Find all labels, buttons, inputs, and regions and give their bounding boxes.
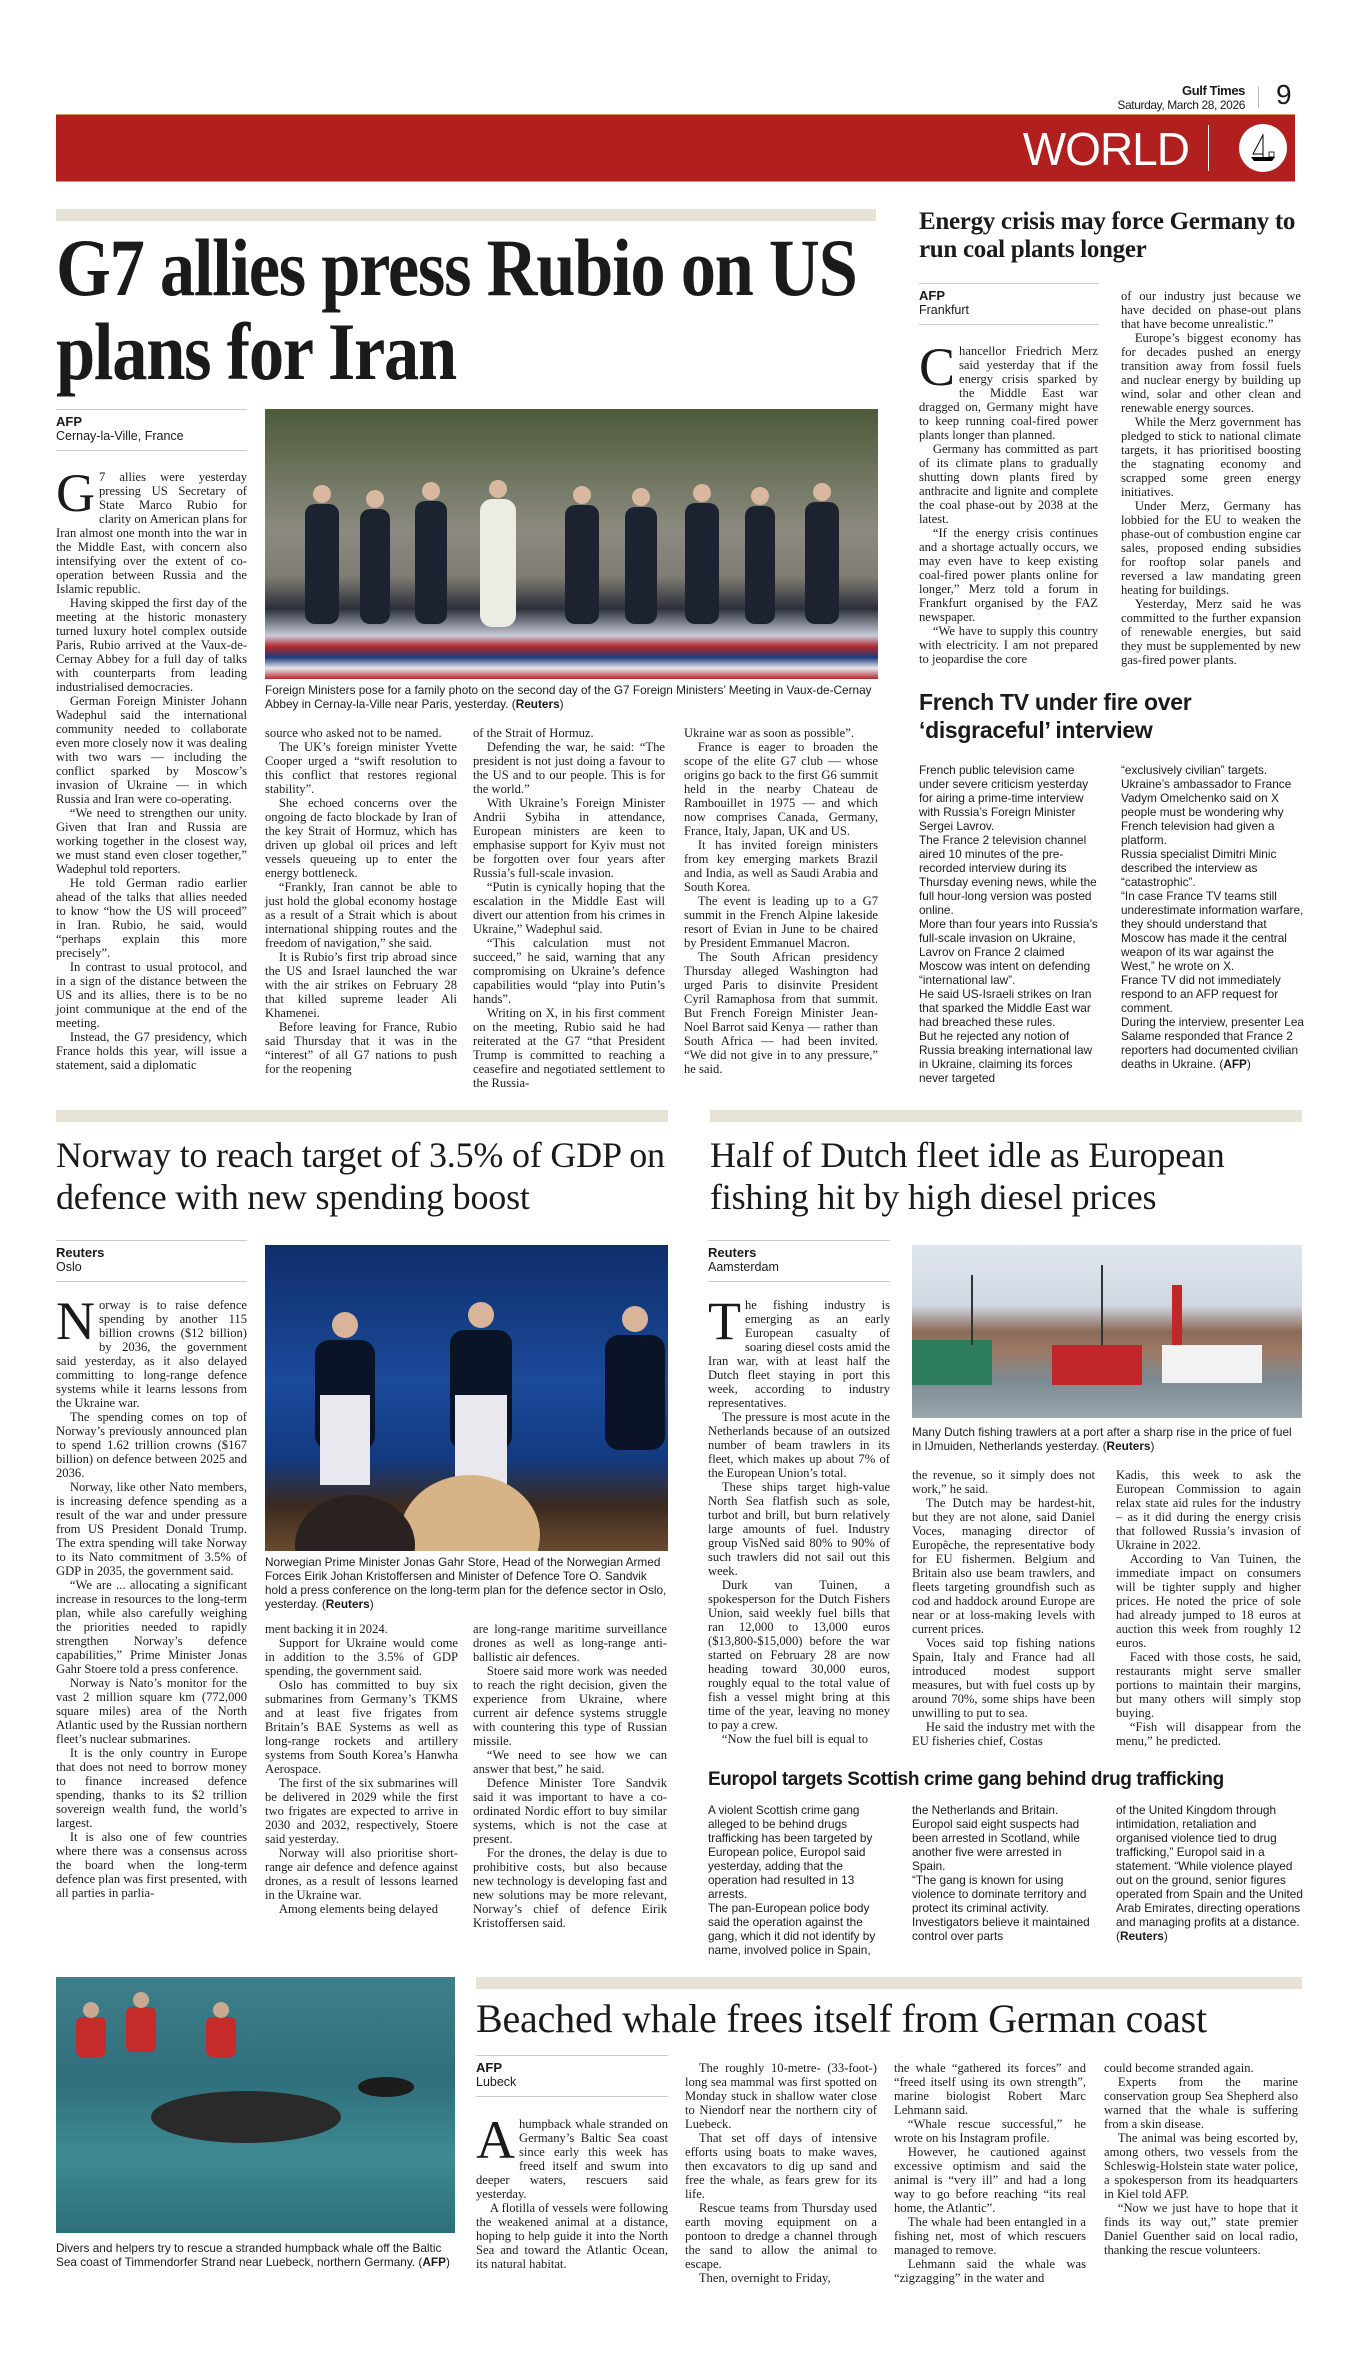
issue-date: Saturday, March 28, 2026 — [1117, 98, 1245, 112]
paragraph — [912, 1720, 1095, 1748]
paragraph-text: Stoere said more work was needed to reach the right decision, given the experience from Ukraine, where current air defence systems struggle with countering this type of Russian missile. — [473, 1664, 667, 1748]
paragraph — [685, 2131, 877, 2201]
paragraph — [473, 1748, 667, 1776]
paragraph — [265, 1020, 457, 1076]
paragraph — [685, 2271, 877, 2285]
paragraph-text: The pressure is most acute in the Netherlands because of an outsized number of beam trawlers in its fleet, which makes up about 7% of the European Union’s total. — [708, 1410, 890, 1480]
paragraph — [473, 936, 665, 1006]
paragraph — [685, 2061, 877, 2131]
dutch-headline: Half of Dutch fleet idle as European fishing hit by high diesel prices — [710, 1135, 1225, 1217]
paragraph — [265, 1622, 458, 1636]
paragraph-text: Defending the war, he said: “The president is not just doing a favour to the US and to our people. This is for the world.” — [473, 740, 665, 796]
paragraph — [1121, 289, 1301, 331]
paragraph-text: “We need to see how we can answer that best,” he said. — [473, 1748, 667, 1776]
paragraph-text: of our industry just because we have decided on phase-out plans that have become unrealistic.” — [1121, 289, 1301, 331]
paragraph-text: Russia specialist Dimitri Minic described the interview as “catastrophic”. — [1121, 847, 1277, 889]
paragraph — [1121, 763, 1305, 777]
photo-credit: ( Reuters ) — [508, 697, 563, 711]
paragraph-text: The spending comes on top of Norway’s previously announced plan to spend 1.62 trillion crowns ($167 billion) on defence between 2025 and 2036. — [56, 1410, 247, 1480]
article-column — [56, 1291, 247, 1900]
paragraph-text: source who asked not to be named. — [265, 726, 442, 740]
paragraph-text: The event is leading up to a G7 summit in the French Alpine lakeside resort of Evian in June to be chaired by President Emmanuel Macron. — [684, 894, 878, 950]
paragraph — [1121, 889, 1305, 973]
paragraph-text: “We are ... allocating a significant increase in resources to the long-term plan, while also carefully weighing the priorities needed to rapidly strengthen Norway’s defence capabilities,” Prime Minister Jonas Gahr Stoere told a press conference. — [56, 1578, 247, 1676]
article-column — [1116, 1468, 1301, 1748]
paragraph-text: More than four years into Russia’s full-scale invasion on Ukraine, Lavrov on France 2 claimed Moscow was intent on defending “international law”. — [919, 917, 1098, 987]
paragraph-text: “exclusively civilian” targets. — [1121, 763, 1268, 777]
europol-headline: Europol targets Scottish crime gang behind drug trafficking — [708, 1769, 1224, 1790]
paragraph — [912, 1817, 1098, 1873]
paragraph — [473, 740, 665, 796]
caption-text: Norwegian Prime Minister Jonas Gahr Store, Head of the Norwegian Armed Forces Eirik Johan Kristoffersen and Minister of Defence Tore O. Sandvik hold a press conference on the long-term plan for the defence sector in Oslo, yesterday. — [265, 1555, 667, 1611]
paragraph — [894, 2257, 1086, 2285]
energy-headline: Energy crisis may force Germany to run coal plants longer — [919, 208, 1296, 263]
paragraph-text: Among elements being delayed — [278, 1902, 438, 1916]
paragraph-text: The fishing industry is emerging as an early European casualty of soaring diesel costs amid the Iran war, with at least half the Dutch fleet staying in port this week, according to industry representatives. — [708, 1291, 890, 1410]
paragraph — [265, 950, 457, 1020]
paragraph-text: She echoed concerns over the ongoing de facto blockade by Iran of the key Strait of Hormuz, which has driven up global oil prices and left vessels queueing up to enter the energy bottleneck. — [265, 796, 457, 880]
paragraph-text: The South African presidency Thursday alleged Washington had urged Paris to disinvite President Cyril Ramaphosa from that summit. But French Foreign Minister Jean-Noel Barrot said Kenya — rather than South Africa — had been invited. “We did not give in to any pressure,” he said. — [684, 950, 878, 1076]
paragraph — [1116, 1720, 1301, 1748]
article-column — [476, 2110, 668, 2271]
paragraph-text: During the interview, presenter Lea Salame responded that France 2 reporters had documented civilian deaths in Ukraine. — [1121, 1015, 1304, 1071]
paragraph-text: He told German radio earlier ahead of the talks that allies needed to know “how the US will proceed” in Iran. Rubio, he said, would “perhaps explain this more precisely”. — [56, 876, 247, 960]
caption-text: Foreign Ministers pose for a family photo on the second day of the G7 Foreign Ministers’ Meeting in Vaux-de-Cernay Abbey in Cernay-la-Ville near Paris, yesterday. — [265, 683, 872, 711]
paragraph-text: “We have to supply this country with electricity. I am not prepared to jeopardise the core — [919, 624, 1098, 666]
paragraph-text: Voces said top fishing nations Spain, Italy and France had all introduced modest support measures, but with fuel costs up by around 70%, some ships have been unwilling to put to sea. — [912, 1636, 1095, 1720]
paragraph — [708, 1578, 890, 1732]
byline-agency: Reuters — [56, 1245, 105, 1260]
paragraph — [708, 1803, 894, 1901]
byline-place: Cernay-la-Ville, France — [56, 429, 184, 443]
paragraph — [473, 1006, 665, 1090]
article-column — [685, 2061, 877, 2285]
paragraph-text: the revenue, so it simply does not work,” he said. — [912, 1468, 1095, 1496]
newspaper-name: Gulf Times — [1182, 83, 1245, 98]
paragraph — [265, 880, 457, 950]
paragraph-text: Norway is to raise defence spending by another 115 billion crowns ($12 billion) by 2036, the government said yesterday, as it also delayed committing to long-range defence systems while it learns lessons from the Ukraine war. — [56, 1291, 247, 1410]
byline — [476, 2055, 668, 2097]
article-credit: ( Reuters ) — [1116, 1929, 1168, 1943]
paragraph — [684, 950, 878, 1076]
paragraph-text: The animal was being escorted by, among others, two vessels from the Schleswig-Holstein state water police, a spokesperson from its headquarters in Kiel told AFP. — [1104, 2131, 1298, 2201]
paragraph — [919, 917, 1101, 987]
article-column — [265, 1622, 458, 1916]
byline-agency: Reuters — [708, 1245, 757, 1260]
paragraph-text: “This calculation must not succeed,” he said, warning that any compromising on Ukraine’s defence capabilities would “play into Putin’s hands”. — [473, 936, 665, 1006]
paragraph — [473, 1776, 667, 1846]
paragraph — [476, 2110, 668, 2201]
paragraph-text: While the Merz government has pledged to stick to national climate targets, it has prioritised boosting the stagnating economy and scrapped some green energy initiatives. — [1121, 415, 1301, 499]
paragraph — [56, 596, 247, 694]
paragraph — [685, 2201, 877, 2271]
paragraph-text: The whale had been entangled in a fishing net, most of which rescuers managed to remove. — [894, 2215, 1086, 2257]
paragraph-text: “Putin is cynically hoping that the escalation in the Middle East will divert our attention from his crimes in Ukraine,” Wadephul said. — [473, 880, 665, 936]
article-column — [708, 1803, 894, 1957]
paragraph — [919, 442, 1098, 526]
byline — [56, 409, 247, 451]
paragraph-text: are long-range maritime surveillance drones as well as long-range anti-ballistic air defences. — [473, 1622, 667, 1664]
article-column — [684, 726, 878, 1076]
paragraph — [1121, 847, 1305, 889]
g7-family-photo — [265, 409, 878, 679]
paragraph — [473, 880, 665, 936]
paragraph — [708, 1291, 890, 1410]
paragraph-text: The UK’s foreign minister Yvette Cooper urged a “swift resolution to this conflict that restores regional stability”. — [265, 740, 457, 796]
paragraph — [473, 796, 665, 880]
byline-place: Aamsterdam — [708, 1260, 779, 1274]
paragraph — [894, 2117, 1086, 2145]
article-column — [1121, 763, 1305, 1071]
photo-caption — [912, 1425, 1302, 1453]
paragraph-text: Then, overnight to Friday, — [698, 2271, 831, 2285]
paragraph-text: Norway will also prioritise short-range air defence and defence against drones, as a result of lessons learned in the Ukraine war. — [265, 1846, 458, 1902]
paragraph — [56, 876, 247, 960]
paragraph-text: It is also one of few countries where there was a consensus across the board when the long-term defence plan was first presented, with all parties in parlia- — [56, 1830, 247, 1900]
section-rule — [476, 1977, 1302, 1989]
paragraph — [684, 838, 878, 894]
paragraph — [912, 1496, 1095, 1636]
paragraph — [473, 1664, 667, 1748]
section-rule — [56, 209, 876, 221]
paragraph — [56, 1030, 247, 1072]
paragraph — [912, 1803, 1098, 1817]
paragraph-text: The roughly 10-metre- (33-foot-) long sea mammal was first spotted on Monday stuck in shallow water close to Niendorf near the northern city of Luebeck. — [685, 2061, 877, 2131]
article-column — [912, 1803, 1098, 1943]
paragraph-text: For the drones, the delay is due to prohibitive costs, but also because new technology is developing fast and new solutions may be more relevant, Norway’s chief of defence Eirik Kristoffersen said. — [473, 1846, 667, 1930]
paragraph-text: the whale “gathered its forces” and “freed itself using its own strength”, marine biologist Robert Marc Lehmann said. — [894, 2061, 1086, 2117]
section-title: WORLD — [1022, 123, 1189, 175]
byline — [919, 283, 1098, 325]
paragraph — [894, 2215, 1086, 2257]
paragraph-text: Norway, like other Nato members, is increasing defence spending as a result of the war and under pressure from US President Donald Trump. The extra spending will take Norway to its Nato commitment of 3.5% of GDP in 2035, the government said. — [56, 1480, 247, 1578]
paragraph-text: “Fish will disappear from the menu,” he predicted. — [1116, 1720, 1301, 1748]
paragraph — [1121, 1015, 1305, 1071]
paragraph-text: “Now we just have to hope that it finds its way out,” state premier Daniel Guenther said on local radio, thanking the rescue volunteers. — [1104, 2201, 1298, 2257]
french-tv-headline: French TV under fire over ‘disgraceful’ interview — [919, 689, 1192, 743]
article-credit: ( AFP ) — [1216, 1057, 1251, 1071]
paragraph — [912, 1636, 1095, 1720]
paragraph — [473, 1846, 667, 1930]
article-column — [912, 1468, 1095, 1748]
paragraph-text: Europe’s biggest economy has for decades pushed an energy transition away from fossil fuels and nuclear energy by building up wind, solar and other clean and renewable energy sources. — [1121, 331, 1301, 415]
paragraph-text: Ahumpback whale stranded on Germany’s Baltic Sea coast since early this week has freed itself and swum into deeper waters, rescuers said yesterday. — [476, 2110, 668, 2201]
paragraph — [265, 726, 457, 740]
paragraph-text: French public television came under severe criticism yesterday for airing a prime-time interview with Russia’s Foreign Minister Sergei Lavrov. — [919, 763, 1089, 833]
paragraph — [1104, 2061, 1298, 2075]
paragraph — [919, 624, 1098, 666]
paragraph — [56, 960, 247, 1030]
whale-headline: Beached whale frees itself from German coast — [476, 1996, 1207, 2041]
paragraph-text: Instead, the G7 presidency, which France holds this year, will issue a statement, said a diplomatic — [56, 1030, 247, 1072]
paragraph-text: It is the only country in Europe that does not need to borrow money to finance increased defence spending, thanks to its $2 trillion sovereign wealth fund, the world’s largest. — [56, 1746, 247, 1830]
article-column — [708, 1291, 890, 1746]
byline-agency: AFP — [919, 288, 945, 303]
paragraph — [473, 1622, 667, 1664]
paragraph-text: But he rejected any notion of Russia breaking international law in Ukraine, claiming its forces never targeted — [919, 1029, 1093, 1085]
byline — [56, 1240, 247, 1282]
paragraph-text: of the United Kingdom through intimidation, retaliation and organised violence tied to drug trafficking,” Europol said in a statement. “While violence played out on the ground, senior figures operated from Spain and the United Arab Emirates, directing operations and managing profits at a distance. — [1116, 1803, 1303, 1929]
paragraph-text: Defence Minister Tore Sandvik said it was important to have a co-ordinated Nordic effort to buy similar systems, which is not the case at present. — [473, 1776, 667, 1846]
paragraph — [1121, 973, 1305, 1015]
paragraph-text: The France 2 television channel aired 10 minutes of the pre-recorded interview during its Thursday evening news, while the full hour-long version was posted online. — [919, 833, 1097, 917]
article-column — [1104, 2061, 1298, 2257]
paragraph-text: “The gang is known for using violence to dominate territory and protect its criminal activity. Investigators believe it maintained control over parts — [912, 1873, 1090, 1943]
paragraph — [265, 796, 457, 880]
paragraph-text: In contrast to usual protocol, and in a sign of the distance between the US and its allies, there is to be no joint communique at the end of the meeting. — [56, 960, 247, 1030]
paragraph — [912, 1873, 1098, 1943]
paragraph-text: “Now the fuel bill is equal to — [721, 1732, 869, 1746]
paragraph-text: That set off days of intensive efforts using boats to make waves, then excavators to dig up sand and free the whale, as fears grew for its life. — [685, 2131, 877, 2201]
paragraph-text: However, he cautioned against excessive optimism and said the animal is “very ill” and had a long way to go before reaching “its real home, the Atlantic”. — [894, 2145, 1086, 2215]
paragraph-text: the Netherlands and Britain. — [912, 1803, 1059, 1817]
paragraph-text: With Ukraine’s Foreign Minister Andrii Sybiha in attendance, European ministers are keen to emphasise support for Kyiv must not be forgotten over four years after Russia’s full-scale invasion. — [473, 796, 665, 880]
paragraph — [1104, 2131, 1298, 2201]
dhow-boat-icon — [1239, 124, 1287, 172]
article-column — [473, 1622, 667, 1930]
paragraph — [265, 1636, 458, 1678]
paragraph-text: It is Rubio’s first trip abroad since the US and Israel launched the war with the air strikes on February 28 that killed supreme leader Ali Khamenei. — [265, 950, 457, 1020]
paragraph — [265, 1678, 458, 1776]
paragraph-text: According to Van Tuinen, the immediate impact on consumers will be tighter supply and higher prices. He noted the price of sole had already jumped to 18 euros at auction this week from roughly 12 euros. — [1116, 1552, 1301, 1650]
article-column — [1121, 289, 1301, 667]
paragraph-text: Faced with those costs, he said, restaurants might serve smaller portions to maintain their margins, but many others will simply stop buying. — [1116, 1650, 1301, 1720]
paragraph-text: Chancellor Friedrich Merz said yesterday that if the energy crisis sparked by the Middle East war dragged on, Germany might have to keep running coal-fired power plants longer than planned. — [919, 337, 1098, 442]
paragraph-text: “If the energy crisis continues and a shortage actually occurs, we may even have to keep existing coal-fired power plants online for longer,” Merz told a forum in Frankfurt organised by the FAZ newspaper. — [919, 526, 1098, 624]
paragraph-text: He said US-Israeli strikes on Iran that sparked the Middle East war had breached these rules. — [919, 987, 1092, 1029]
caption-text: Many Dutch fishing trawlers at a port after a sharp rise in the price of fuel in IJmuiden, Netherlands yesterday. — [912, 1425, 1292, 1453]
paragraph-text: Rescue teams from Thursday used earth moving equipment on a pontoon to dredge a channel through the sand to allow the animal to escape. — [685, 2201, 877, 2271]
paragraph — [912, 1468, 1095, 1496]
paragraph — [265, 1902, 458, 1916]
dutch-trawlers-photo — [912, 1245, 1302, 1418]
page-number: 9 — [1276, 79, 1292, 110]
photo-caption — [265, 1555, 668, 1611]
paragraph — [1104, 2075, 1298, 2131]
paragraph-text: The Dutch may be hardest-hit, but they are not alone, said Daniel Voces, managing director of Europêche, the representative body for EU fishermen. Belgium and Britain also use beam trawlers, and fleets targeting groundfish such as cod and haddock around Europe are near or at loss-making levels with current prices. — [912, 1496, 1095, 1636]
section-rule — [56, 1110, 668, 1122]
paragraph-text: Support for Ukraine would come in addition to the 3.5% of GDP spending, the government said. — [265, 1636, 458, 1678]
paragraph — [894, 2145, 1086, 2215]
paragraph — [1121, 415, 1301, 499]
paragraph-text: Ukraine war as soon as possible”. — [684, 726, 854, 740]
paragraph — [265, 1776, 458, 1846]
paragraph — [56, 694, 247, 806]
whale-rescue-photo — [56, 1977, 455, 2233]
paragraph-text: “Whale rescue successful,” he wrote on his Instagram profile. — [894, 2117, 1086, 2145]
paragraph — [56, 1291, 247, 1410]
paragraph — [894, 2061, 1086, 2117]
paragraph-text: Experts from the marine conservation group Sea Shepherd also warned that the whale is suffering from a skin disease. — [1104, 2075, 1298, 2131]
paragraph-text: France TV did not immediately respond to an AFP request for comment. — [1121, 973, 1281, 1015]
paragraph-text: Yesterday, Merz said he was committed to the further expansion of renewable energies, but said they must be supplemented by new gas-fired power plants. — [1121, 597, 1301, 667]
paragraph — [919, 526, 1098, 624]
paragraph — [56, 1410, 247, 1480]
paragraph-text: “In case France TV teams still underestimate information warfare, they should understand that Moscow has made it the central weapon of its war against the West,” he wrote on X. — [1121, 889, 1304, 973]
paragraph-text: Writing on X, in his first comment on the meeting, Rubio said he had reiterated at the G7 “that President Trump is committed to reaching a ceasefire and negotiated settlement to the Russia- — [473, 1006, 665, 1090]
paragraph — [684, 726, 878, 740]
paragraph-text: “Frankly, Iran cannot be able to just hold the global economy hostage as a result of a Strait which is about international shipping routes and the freedom of navigation,” she said. — [265, 880, 457, 950]
paragraph-text: Durk van Tuinen, a spokesperson for the Dutch Fishers Union, said weekly fuel bills that ran 12,000 to 13,000 euros ($13,800-$15,000) before the war started on February 28 are now heading toward 30,000 euros, roughly equal to the total value of fish a vessel might bring at this time of the year, leaving no money to pay a crew. — [708, 1578, 890, 1732]
byline-agency: AFP — [56, 414, 82, 429]
paragraph — [56, 1578, 247, 1676]
paragraph-text: Ukraine’s ambassador to France Vadym Omelchenko said on X people must be wondering why French television had given a platform. — [1121, 777, 1292, 847]
paragraph — [708, 1480, 890, 1578]
paragraph — [265, 740, 457, 796]
paragraph — [473, 726, 665, 740]
paragraph — [56, 1676, 247, 1746]
paragraph — [919, 987, 1101, 1029]
photo-credit: ( AFP ) — [415, 2255, 450, 2269]
paragraph — [1104, 2201, 1298, 2257]
paragraph — [56, 463, 247, 596]
paragraph-text: It has invited foreign ministers from key emerging markets Brazil and India, as well as Saudi Arabia and South Korea. — [684, 838, 878, 894]
caption-text: Divers and helpers try to rescue a stranded humpback whale off the Baltic Sea coast of Timmendorfer Strand near Luebeck, northern Germany. — [56, 2241, 442, 2269]
paragraph — [684, 894, 878, 950]
paragraph-text: Under Merz, Germany has lobbied for the EU to weaken the phase-out of combustion engine car sales, proposed ending subsidies for rooftop solar panels and reversed a law mandating green heating for buildings. — [1121, 499, 1301, 597]
article-column — [1116, 1803, 1304, 1943]
norway-press-conference-photo — [265, 1245, 668, 1551]
section-banner — [56, 114, 1295, 182]
paragraph-text: could become stranded again. — [1104, 2061, 1254, 2075]
photo-caption — [265, 683, 878, 711]
norway-headline: Norway to reach target of 3.5% of GDP on defence with new spending boost — [56, 1135, 665, 1217]
paragraph — [56, 1480, 247, 1578]
paragraph — [708, 1732, 890, 1746]
paragraph — [919, 833, 1101, 917]
paragraph — [919, 337, 1098, 442]
paragraph — [684, 740, 878, 838]
paragraph-text: A flotilla of vessels were following the weakened animal at a distance, hoping to help guide it into the North Sea and toward the Atlantic Ocean, its natural habitat. — [476, 2201, 668, 2271]
paragraph — [1121, 499, 1301, 597]
article-column — [473, 726, 665, 1090]
paragraph-text: of the Strait of Hormuz. — [473, 726, 594, 740]
paragraph-text: Germany has committed as part of its climate plans to gradually shutting down plants fired by anthracite and lignite and complete the coal phase-out by 2038 at the latest. — [919, 442, 1098, 526]
article-column — [919, 763, 1101, 1085]
paragraph — [1116, 1468, 1301, 1552]
masthead-divider — [1258, 86, 1259, 108]
paragraph — [1116, 1552, 1301, 1650]
photo-caption — [56, 2241, 456, 2269]
paragraph — [1116, 1803, 1304, 1943]
paragraph — [1121, 597, 1301, 667]
paragraph-text: G7 allies were yesterday pressing US Secretary of State Marco Rubio for clarity on American plans for Iran almost one month into the war in the Middle East, with concern also intensifying over the extent of co-operation between Russia and the Islamic republic. — [56, 463, 247, 596]
paragraph-text: Lehmann said the whale was “zigzagging” in the water and — [894, 2257, 1086, 2285]
paragraph-text: Europol said eight suspects had been arrested in Scotland, while another five were arrested in Spain. — [912, 1817, 1080, 1873]
photo-credit: ( Reuters ) — [1099, 1439, 1154, 1453]
paragraph — [708, 1410, 890, 1480]
byline-agency: AFP — [476, 2060, 502, 2075]
paragraph-text: He said the industry met with the EU fisheries chief, Costas — [912, 1720, 1095, 1748]
paragraph — [1116, 1650, 1301, 1720]
paragraph-text: Norway is Nato’s monitor for the vast 2 million square km (772,000 square miles) area of the North Atlantic used by the Russian northern fleet’s nuclear submarines. — [56, 1676, 247, 1746]
byline — [708, 1240, 890, 1282]
paragraph — [476, 2201, 668, 2271]
paragraph-text: German Foreign Minister Johann Wadephul said the international community needed to collaborate even more closely now it was dealing with two wars — including the conflict sparked by Moscow’s invasion of Ukraine — in which Russia and Iran were co-operating. — [56, 694, 247, 806]
paragraph-text: A violent Scottish crime gang alleged to be behind drugs trafficking has been targeted by European police, Europol said yesterday, adding that the operation had resulted in 13 arrests. — [708, 1803, 873, 1901]
paragraph-text: Before leaving for France, Rubio said Thursday that it was in the “interest” of all G7 nations to push for the reopening — [265, 1020, 457, 1076]
article-column — [56, 463, 247, 1072]
paragraph-text: The pan-European police body said the operation against the gang, which it did not identify by name, involved police in Spain, — [708, 1901, 876, 1957]
paragraph-text: ment backing it in 2024. — [265, 1622, 388, 1636]
article-column — [265, 726, 457, 1076]
paragraph — [56, 1746, 247, 1830]
paragraph — [56, 806, 247, 876]
paragraph-text: Having skipped the first day of the meeting at the historic monastery turned luxury hotel complex outside Paris, Rubio arrived at the Vaux-de-Cernay Abbey for a full day of talks with counterparts from leading industrialised democracies. — [56, 596, 247, 694]
main-headline: G7 allies press Rubio on US plans for Iran — [56, 222, 857, 397]
byline-place: Lubeck — [476, 2075, 517, 2089]
paragraph-text: The first of the six submarines will be delivered in 2029 while the first two frigates are expected to arrive in 2030 and 2032, respectively, Stoere said yesterday. — [265, 1776, 458, 1846]
paragraph-text: These ships target high-value North Sea flatfish such as sole, turbot and brill, but burn relatively large amounts of fuel. Industry group VisNed said 80% to 90% of such trawlers did not sail out this week. — [708, 1480, 890, 1578]
section-rule — [710, 1110, 1302, 1122]
paragraph-text: Kadis, this week to ask the European Commission to again relax state aid rules for the industry – as it did during the energy crisis that followed Russia’s invasion of Ukraine in 2022. — [1116, 1468, 1301, 1552]
paragraph-text: France is eager to broaden the scope of the elite G7 club — whose origins go back to the first G6 summit held in the nearby Chateau de Rambouillet in 1975 — and which now comprises Canada, Germany, France, Italy, Japan, UK and US. — [684, 740, 878, 838]
photo-credit: ( Reuters ) — [319, 1597, 374, 1611]
paragraph — [919, 763, 1101, 833]
byline-place: Frankfurt — [919, 303, 970, 317]
article-column — [919, 337, 1098, 666]
paragraph — [708, 1901, 894, 1957]
paragraph-text: Oslo has committed to buy six submarines from Germany’s TKMS and at least five frigates from Britain’s BAE Systems as well as long-range rockets and artillery systems from South Korea’s Hanwha Aerospace. — [265, 1678, 458, 1776]
paragraph — [1121, 331, 1301, 415]
paragraph-text: “We need to strengthen our unity. Given that Iran and Russia are working together in the closest way, we must stand even closer together,” Wadephul told reporters. — [56, 806, 247, 876]
paragraph — [919, 1029, 1101, 1085]
paragraph — [56, 1830, 247, 1900]
paragraph — [265, 1846, 458, 1902]
byline-place: Oslo — [56, 1260, 82, 1274]
paragraph — [1121, 777, 1305, 847]
banner-divider — [1208, 125, 1209, 171]
article-column — [894, 2061, 1086, 2285]
